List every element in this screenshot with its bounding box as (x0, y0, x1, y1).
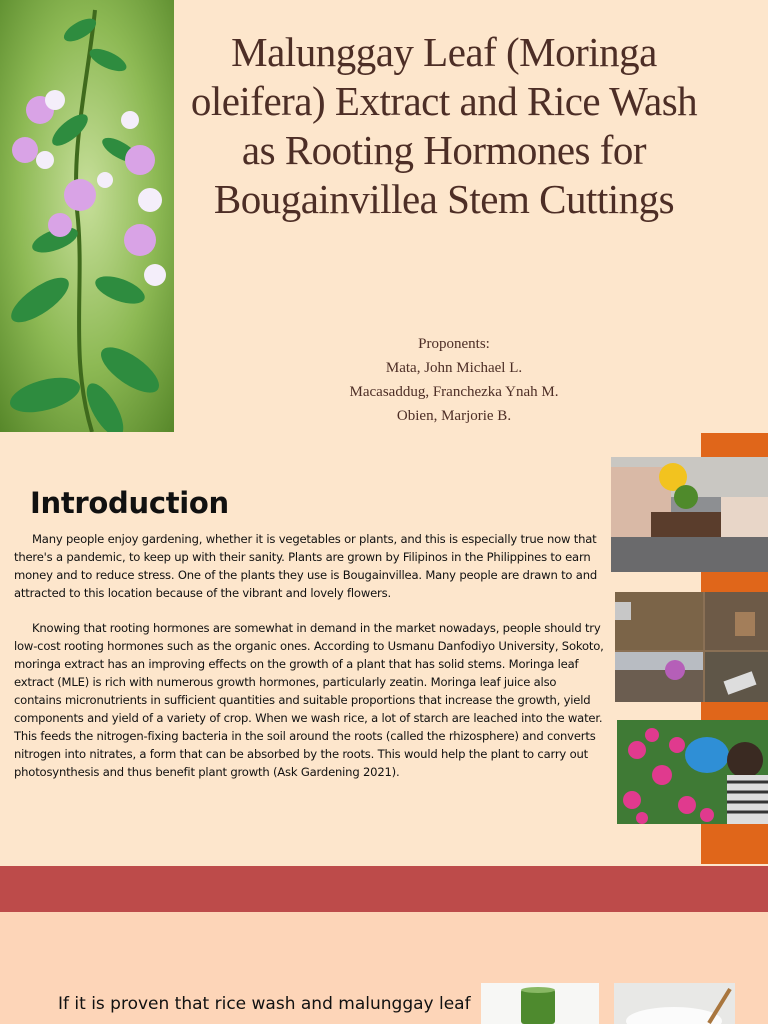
proponent-name: Mata, John Michael L. (385, 360, 523, 376)
rice-wash-photo (614, 983, 735, 1024)
bottom-text: If it is proven that rice wash and malunggay leaf (58, 994, 471, 1014)
accent-bar (701, 824, 768, 864)
proponent-name: Obien, Marjorie B. (396, 408, 512, 424)
divider-band (0, 866, 768, 912)
accent-bar (701, 572, 768, 592)
section-heading: Introduction (30, 486, 229, 520)
intro-paragraph: Knowing that rooting hormones are somewhat in demand in the market nowadays, people should try low-cost rooting hormones such as the organic ones. According to Usmanu Danfodiyo University, Sokoto, moringa extract has an improving effects on the growth of a plant that has solid stems. Moringa leaf extract (MLE) is rich with numerous growth hormones, particularly zeatin. Moringa leaf juice also contains micronutrients in sufficient quantities and suitable proportions that increase the growth, yield components and yield of a variety of crop. When we wash rice, a lot of starch are leached into the water. This feeds the nitrogen-fixing bacteria in the soil around the roots (called the rhizosphere) and converts nitrogen into nitrates, a form that can be absorbed by the roots. This would help the plant to carry out photosynthesis and thus benefit plant growth (Ask Gardening 2021). (14, 621, 604, 779)
intro-paragraph: Many people enjoy gardening, whether it is vegetables or plants, and this is especially true now that there's a pandemic, to keep up with their sanity. Plants are grown by Filipinos in the Philippines to earn money and to reduce stress. One of the plants they use is Bougainvillea. Many people are drawn to and attracted to this location because of the vibrant and lovely flowers. (14, 532, 598, 600)
proponent-name: Macasaddug, Franchezka Ynah M. (349, 384, 559, 400)
accent-bar (701, 433, 768, 460)
proponents-block (300, 332, 608, 428)
page-title: Malunggay Leaf (Moringa oleifera) Extract and Rice Wash as Rooting Hormones for Bougainvillea Stem Cuttings (190, 29, 698, 222)
cuttings-collage-photo (615, 592, 768, 702)
planting-photo (611, 457, 768, 572)
introduction-body (14, 530, 604, 798)
accent-bar (701, 702, 768, 720)
malunggay-juice-photo (481, 983, 599, 1024)
bougainvillea-photo (0, 0, 174, 432)
watering-photo (617, 720, 768, 824)
proponents-label: Proponents: (418, 336, 490, 352)
